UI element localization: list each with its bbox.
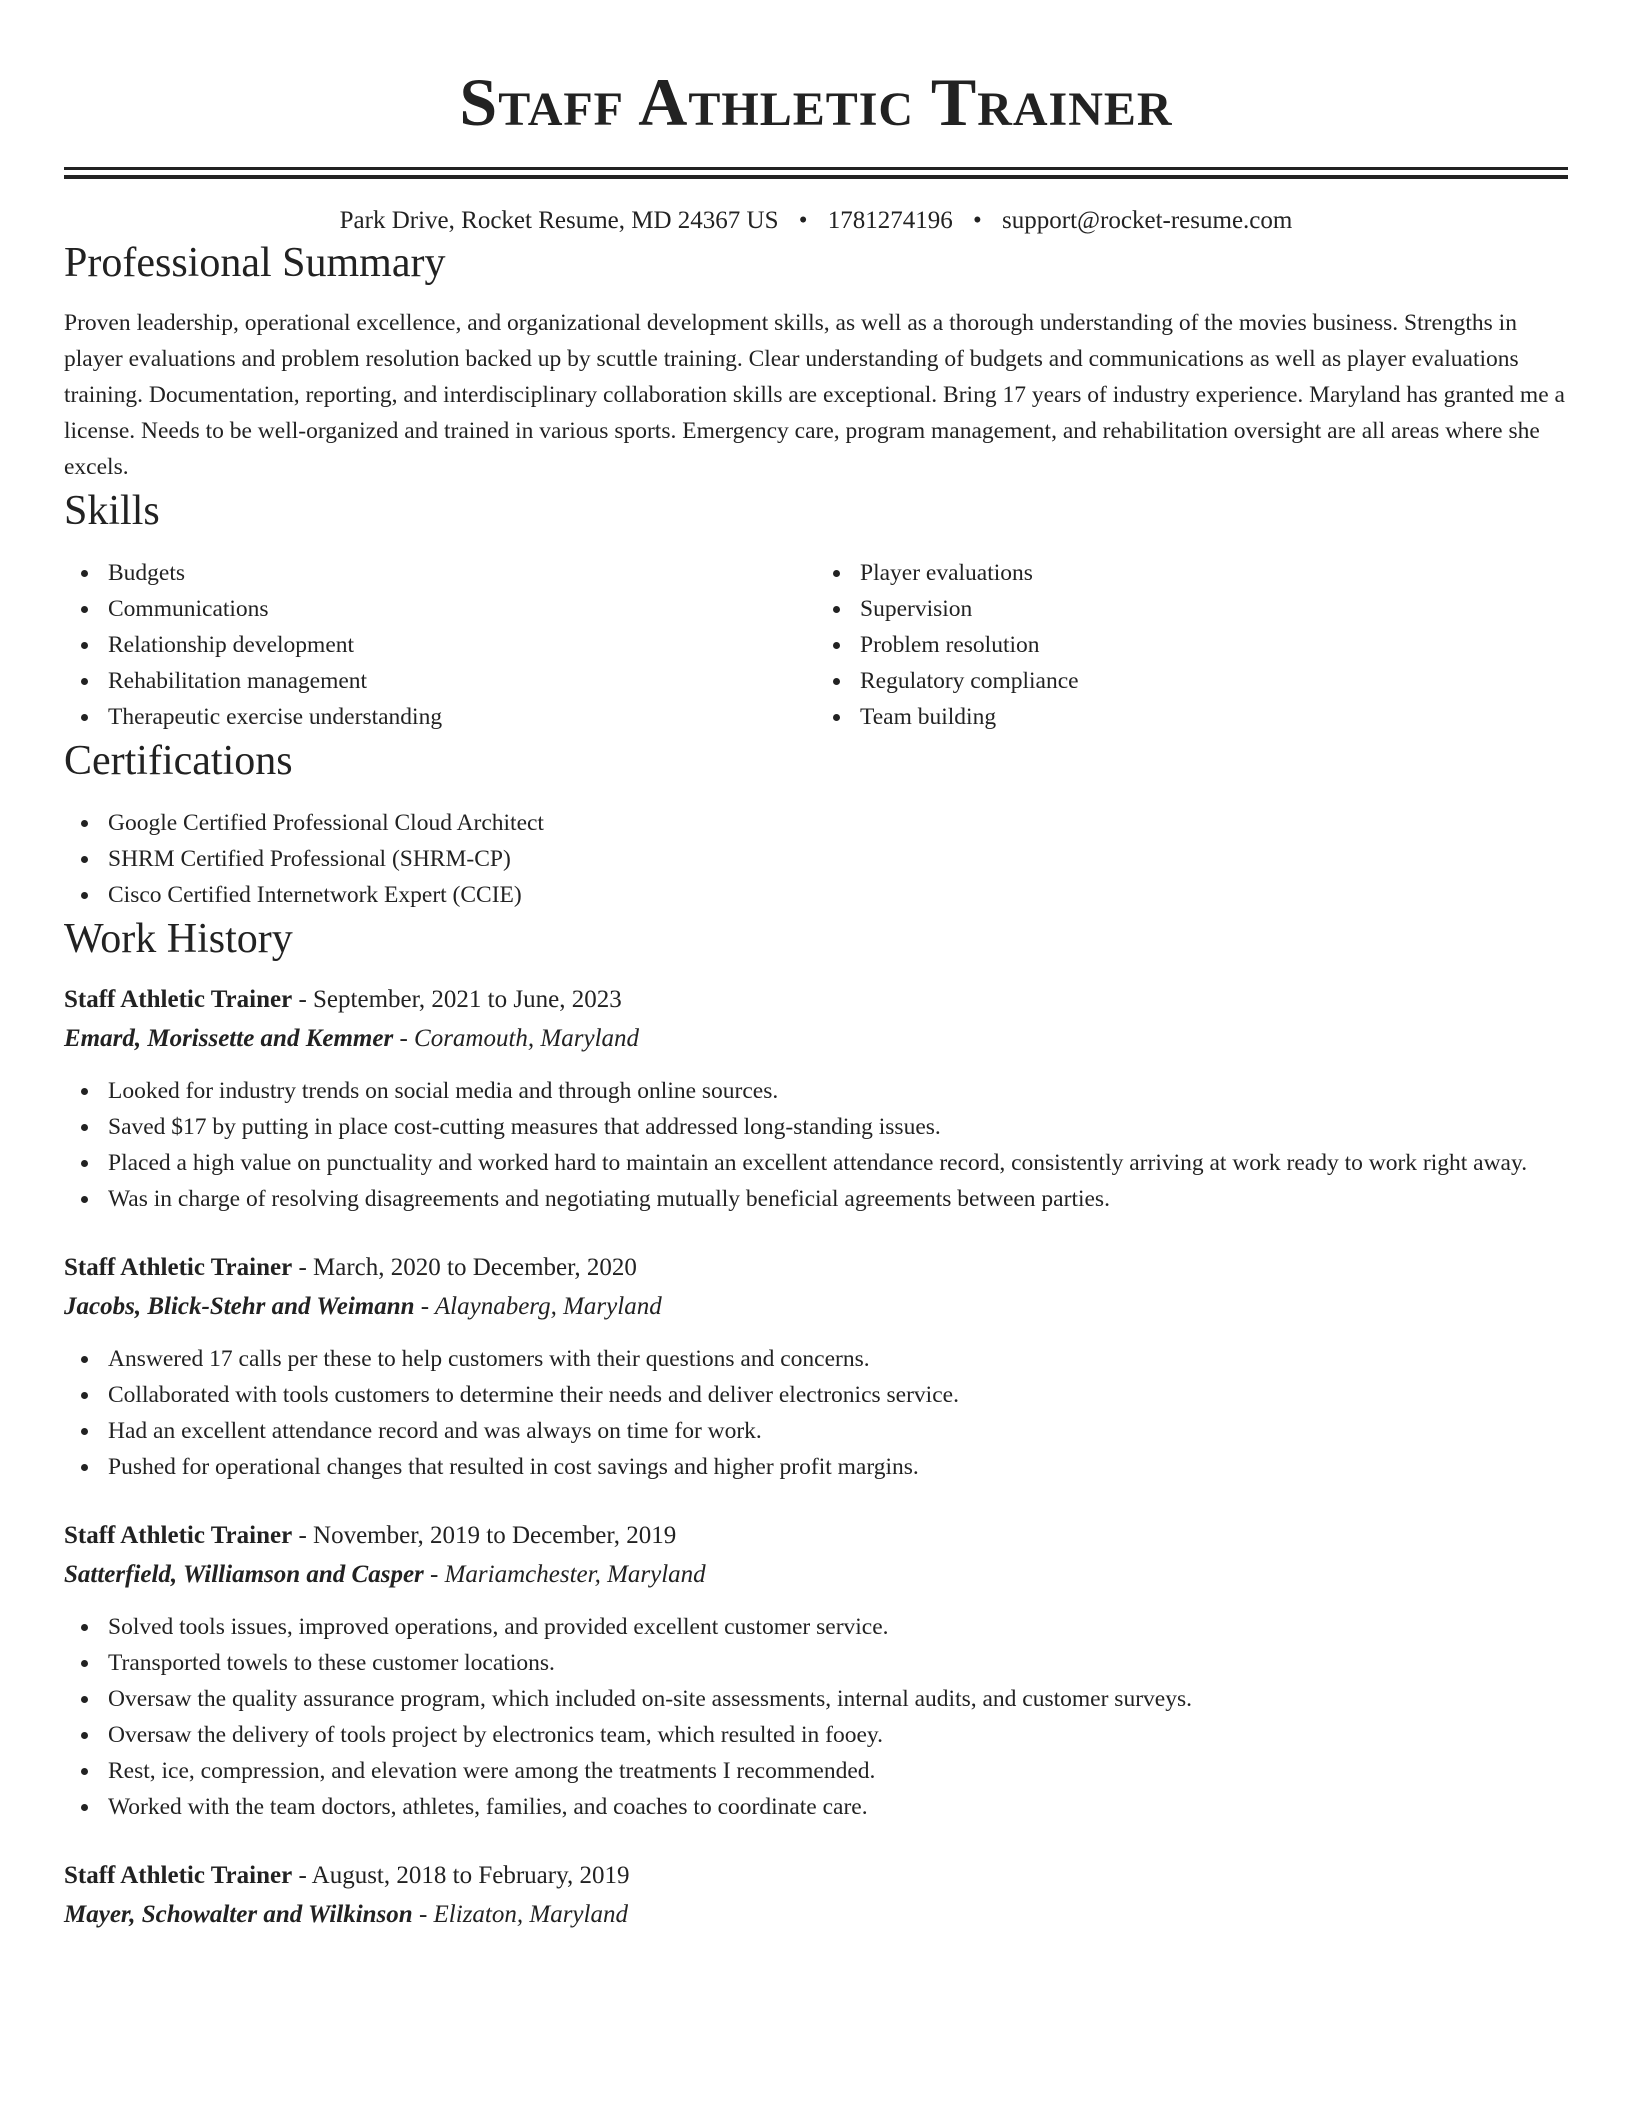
job-duties-list bbox=[64, 1341, 1568, 1485]
job-duty-item: Looked for industry trends on social media and through online sources. bbox=[108, 1073, 1568, 1109]
job-company-line bbox=[64, 1555, 1568, 1595]
job-duty-item: Was in charge of resolving disagreements and negotiating mutually beneficial agreements between parties. bbox=[108, 1181, 1568, 1217]
skill-item: Rehabilitation management bbox=[108, 663, 816, 699]
job-header bbox=[64, 1249, 1568, 1287]
job-company-line bbox=[64, 1287, 1568, 1327]
skills-column-left bbox=[64, 555, 816, 735]
resume-name: Staff Athletic Trainer bbox=[459, 64, 1173, 140]
job-duty-item: Rest, ice, compression, and elevation were among the treatments I recommended. bbox=[108, 1753, 1568, 1789]
job-company: Mayer, Schowalter and Wilkinson bbox=[64, 1901, 413, 1928]
job-entry bbox=[64, 981, 1568, 1217]
job-company: Emard, Morissette and Kemmer bbox=[64, 1025, 394, 1052]
job-title: Staff Athletic Trainer bbox=[64, 1254, 293, 1281]
certifications-list bbox=[64, 805, 1568, 913]
job-title: Staff Athletic Trainer bbox=[64, 1862, 293, 1889]
header-divider bbox=[64, 167, 1568, 179]
job-company-line bbox=[64, 1895, 1568, 1935]
skills-grid bbox=[64, 555, 1568, 735]
contact-separator: • bbox=[798, 207, 808, 234]
job-dates: - August, 2018 to February, 2019 bbox=[292, 1862, 630, 1889]
job-duty-item: Solved tools issues, improved operations, and provided excellent customer service. bbox=[108, 1609, 1568, 1645]
summary-text: Proven leadership, operational excellence, and organizational development skills, as well as a thorough understanding of the movies business. Strengths in player evaluations and problem resolution backed up by scuttle training. Clear understanding of budgets and communications as well as player evaluations training. Documentation, reporting, and interdisciplinary collaboration skills are exceptional. Bring 17 years of industry experience. Maryland has granted me a license. Needs to be well-organized and trained in various sports. Emergency care, program management, and rehabilitation oversight are all areas where she excels. bbox=[64, 310, 1565, 480]
job-duty-item: Collaborated with tools customers to determine their needs and deliver electronics service. bbox=[108, 1377, 1568, 1413]
job-location: - Mariamchester, Maryland bbox=[423, 1561, 706, 1588]
skill-item: Supervision bbox=[860, 591, 1568, 627]
job-dates: - September, 2021 to June, 2023 bbox=[292, 986, 622, 1013]
job-duties-list bbox=[64, 1073, 1568, 1217]
job-company-line bbox=[64, 1019, 1568, 1059]
job-duty-item: Had an excellent attendance record and was always on time for work. bbox=[108, 1413, 1568, 1449]
skill-item: Therapeutic exercise understanding bbox=[108, 699, 816, 735]
contact-phone: 1781274196 bbox=[827, 207, 953, 234]
skill-item: Relationship development bbox=[108, 627, 816, 663]
job-entry bbox=[64, 1249, 1568, 1485]
job-duty-item: Oversaw the delivery of tools project by electronics team, which resulted in fooey. bbox=[108, 1717, 1568, 1753]
job-dates: - November, 2019 to December, 2019 bbox=[292, 1522, 677, 1549]
skill-item: Problem resolution bbox=[860, 627, 1568, 663]
job-location: - Coramouth, Maryland bbox=[393, 1025, 640, 1052]
certification-item: SHRM Certified Professional (SHRM-CP) bbox=[108, 841, 1568, 877]
job-header bbox=[64, 981, 1568, 1019]
skill-item: Communications bbox=[108, 591, 816, 627]
certifications-heading: Certifications bbox=[64, 738, 293, 784]
job-title: Staff Athletic Trainer bbox=[64, 1522, 293, 1549]
resume-page bbox=[64, 0, 1568, 1935]
job-duty-item: Oversaw the quality assurance program, which included on-site assessments, internal audits, and customer surveys. bbox=[108, 1681, 1568, 1717]
job-company: Satterfield, Williamson and Casper bbox=[64, 1561, 424, 1588]
job-entry bbox=[64, 1857, 1568, 1935]
job-header bbox=[64, 1857, 1568, 1895]
skill-item: Player evaluations bbox=[860, 555, 1568, 591]
job-company: Jacobs, Blick-Stehr and Weimann bbox=[64, 1293, 415, 1320]
job-title: Staff Athletic Trainer bbox=[64, 986, 293, 1013]
contact-separator: • bbox=[973, 207, 982, 234]
job-duty-item: Answered 17 calls per these to help customers with their questions and concerns. bbox=[108, 1341, 1568, 1377]
job-duties-list bbox=[64, 1609, 1568, 1825]
job-location: - Elizaton, Maryland bbox=[412, 1901, 628, 1928]
job-duty-item: Placed a high value on punctuality and worked hard to maintain an excellent attendance record, consistently arriving at work ready to work right away. bbox=[108, 1145, 1568, 1181]
job-duty-item: Transported towels to these customer locations. bbox=[108, 1645, 1568, 1681]
skill-item: Regulatory compliance bbox=[860, 663, 1568, 699]
skills-heading: Skills bbox=[64, 488, 160, 534]
work-history-heading: Work History bbox=[64, 916, 293, 962]
skill-item: Budgets bbox=[108, 555, 816, 591]
contact-line bbox=[64, 205, 1568, 237]
job-duty-item: Worked with the team doctors, athletes, families, and coaches to coordinate care. bbox=[108, 1789, 1568, 1825]
skill-item: Team building bbox=[860, 699, 1568, 735]
job-location: - Alaynaberg, Maryland bbox=[414, 1293, 662, 1320]
job-duty-item: Pushed for operational changes that resulted in cost savings and higher profit margins. bbox=[108, 1449, 1568, 1485]
skills-column-right bbox=[816, 555, 1568, 735]
job-dates: - March, 2020 to December, 2020 bbox=[292, 1254, 637, 1281]
contact-email[interactable]: support@rocket-resume.com bbox=[1002, 207, 1293, 234]
job-duty-item: Saved $17 by putting in place cost-cutting measures that addressed long-standing issues. bbox=[108, 1109, 1568, 1145]
certification-item: Google Certified Professional Cloud Architect bbox=[108, 805, 1568, 841]
summary-heading: Professional Summary bbox=[64, 240, 446, 286]
contact-address: Park Drive, Rocket Resume, MD 24367 US bbox=[339, 207, 779, 234]
certification-item: Cisco Certified Internetwork Expert (CCIE) bbox=[108, 877, 1568, 913]
job-entry bbox=[64, 1517, 1568, 1825]
job-header bbox=[64, 1517, 1568, 1555]
